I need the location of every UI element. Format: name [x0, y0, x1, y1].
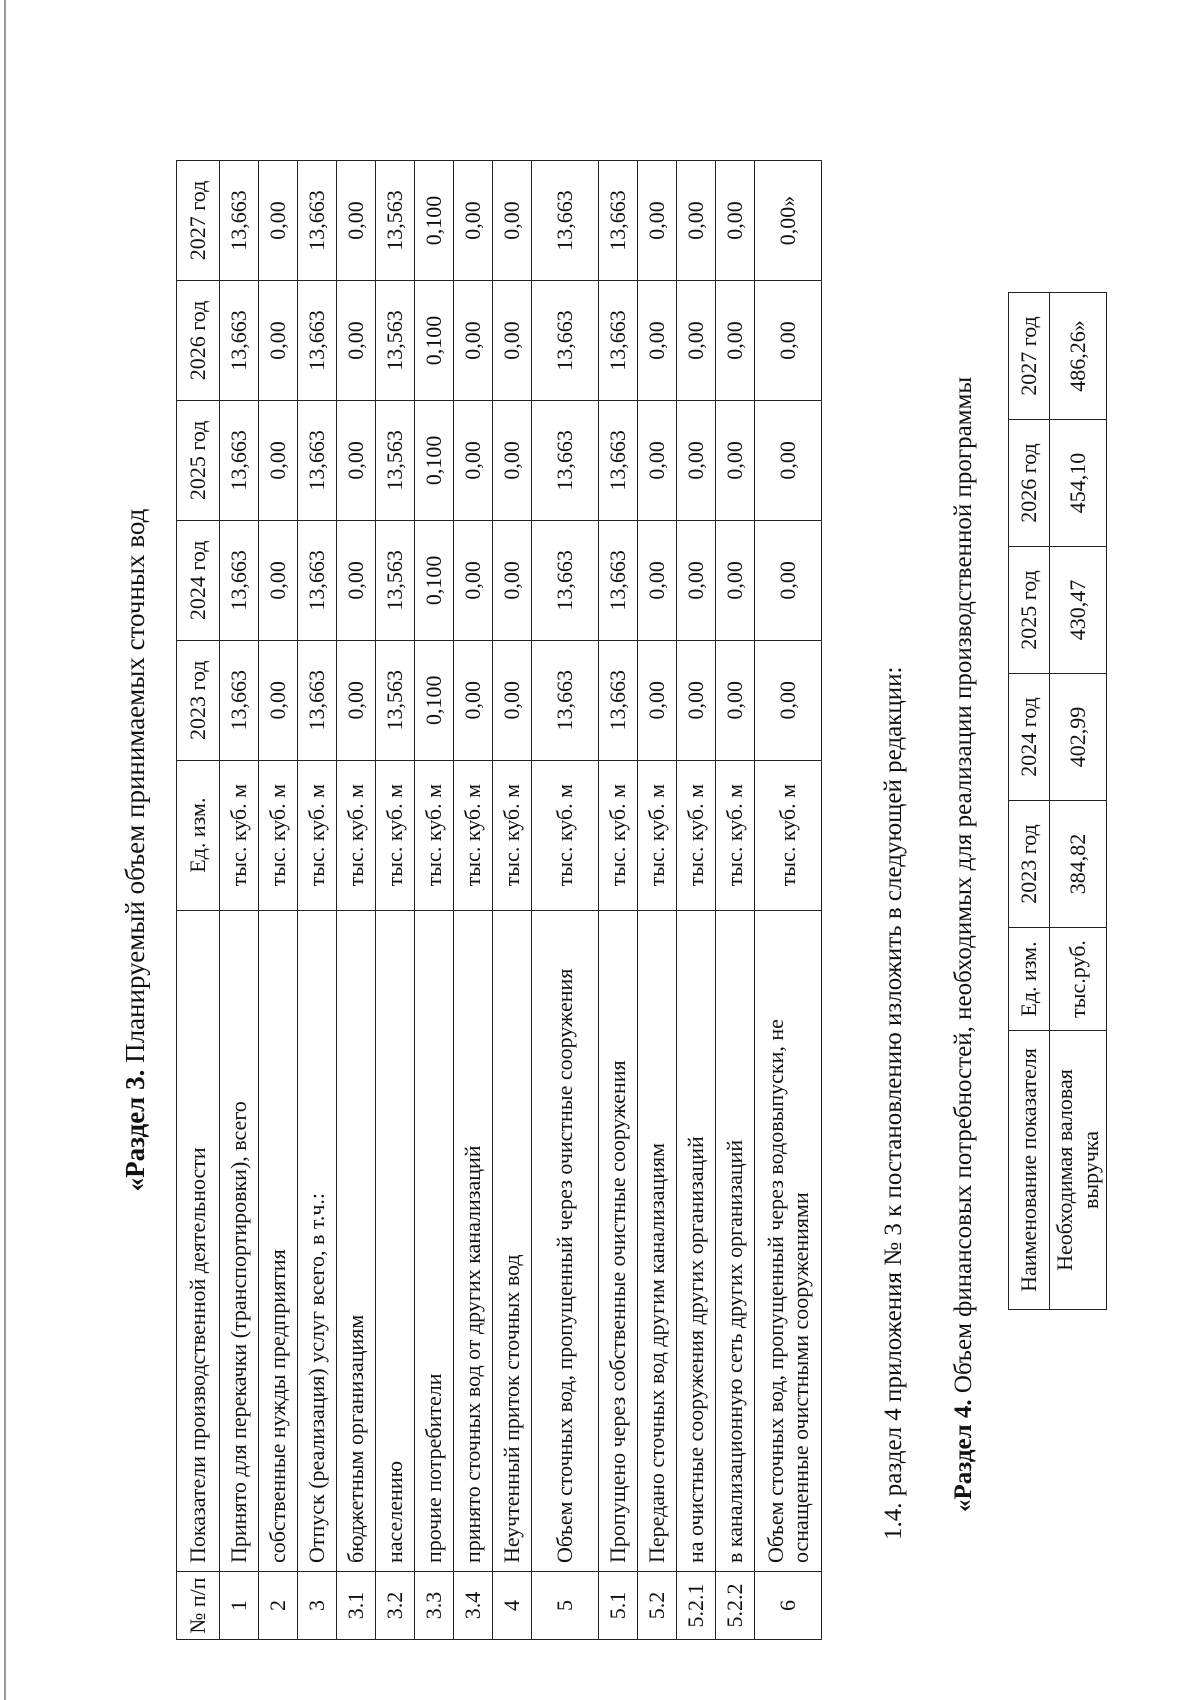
table-row	[755, 161, 822, 1640]
row-value-2025: 0,00	[638, 400, 677, 520]
row-value-2026: 0,00	[755, 280, 822, 400]
row-value-2027: 13,663	[298, 161, 337, 281]
row-value-2024: 0,00	[337, 520, 376, 640]
table-row	[454, 161, 493, 1640]
row-value-2027: 0,00	[716, 161, 755, 281]
row-value-2025: 0,100	[415, 400, 454, 520]
header-2025: 2025 год	[1009, 547, 1050, 674]
header-num: № п/п	[177, 1572, 220, 1640]
row-value-2026: 13,663	[599, 280, 638, 400]
row-indicator: Пропущено через собственные очистные сооружения	[599, 910, 638, 1571]
row-value-2027: 0,00	[677, 161, 716, 281]
row-unit: тыс. куб. м	[259, 760, 298, 910]
section-3-title-bold: «Раздел 3.	[120, 1069, 150, 1192]
row-value-2024: 0,00	[493, 520, 532, 640]
row-indicator: Передано сточных вод другим канализациям	[638, 910, 677, 1571]
header-2026: 2026 год	[1009, 420, 1050, 547]
row-indicator: прочие потребители	[415, 910, 454, 1571]
row-value-2026: 454,10	[1050, 420, 1107, 547]
row-value-2027: 13,663	[532, 161, 599, 281]
row-value-2023: 0,00	[638, 640, 677, 760]
row-num: 5.2.1	[677, 1572, 716, 1640]
table-row	[415, 161, 454, 1640]
row-value-2023: 13,663	[532, 640, 599, 760]
row-num: 5.2.2	[716, 1572, 755, 1640]
row-value-2023: 0,00	[716, 640, 755, 760]
row-num: 1	[220, 1572, 259, 1640]
row-unit: тыс. куб. м	[599, 760, 638, 910]
header-indicator-name: Наименование показателя	[1009, 1031, 1050, 1310]
row-unit: тыс.руб.	[1050, 928, 1107, 1031]
row-num: 3.3	[415, 1572, 454, 1640]
row-value-2023: 13,663	[298, 640, 337, 760]
row-value-2023: 0,00	[677, 640, 716, 760]
table-row	[337, 161, 376, 1640]
row-unit: тыс. куб. м	[298, 760, 337, 910]
row-value-2025: 13,663	[220, 400, 259, 520]
table-row	[599, 161, 638, 1640]
row-indicator: населению	[376, 910, 415, 1571]
row-value-2025: 13,663	[599, 400, 638, 520]
row-value-2027: 0,00	[337, 161, 376, 281]
row-value-2023: 13,663	[220, 640, 259, 760]
row-value-2027: 0,00	[259, 161, 298, 281]
row-value-2027: 13,663	[220, 161, 259, 281]
row-value-2023: 0,100	[415, 640, 454, 760]
row-unit: тыс. куб. м	[415, 760, 454, 910]
row-unit: тыс. куб. м	[716, 760, 755, 910]
section-4-title-bold: «Раздел 4.	[950, 1399, 977, 1512]
header-unit: Ед. изм.	[1009, 928, 1050, 1031]
row-value-2027: 0,00	[638, 161, 677, 281]
table-row	[259, 161, 298, 1640]
header-2024: 2024 год	[1009, 674, 1050, 801]
row-unit: тыс. куб. м	[454, 760, 493, 910]
row-unit: тыс. куб. м	[755, 760, 822, 910]
row-unit: тыс. куб. м	[376, 760, 415, 910]
row-num: 6	[755, 1572, 822, 1640]
section-4-title	[950, 377, 978, 1512]
row-num: 5.2	[638, 1572, 677, 1640]
table-row	[677, 161, 716, 1640]
row-value-2024: 13,663	[532, 520, 599, 640]
row-indicator: Принято для перекачки (транспортировки), всего	[220, 910, 259, 1571]
table-row	[220, 161, 259, 1640]
row-indicator: в канализационную сеть других организаций	[716, 910, 755, 1571]
row-value-2025: 13,663	[532, 400, 599, 520]
paragraph-1-4: 1.4. раздел 4 приложения № 3 к постановлению изложить в следующей редакции:	[880, 666, 907, 1540]
row-unit: тыс. куб. м	[493, 760, 532, 910]
row-indicator: Объем сточных вод, пропущенный через очистные сооружения	[532, 910, 599, 1571]
row-value-2026: 0,100	[415, 280, 454, 400]
row-value-2027: 0,00	[454, 161, 493, 281]
row-indicator: на очистные сооружения других организаций	[677, 910, 716, 1571]
row-indicator: Отпуск (реализация) услуг всего, в т.ч.:	[298, 910, 337, 1571]
row-unit: тыс. куб. м	[677, 760, 716, 910]
row-value-2026: 0,00	[454, 280, 493, 400]
row-value-2025: 13,663	[298, 400, 337, 520]
row-value-2023: 0,00	[755, 640, 822, 760]
row-unit: тыс. куб. м	[220, 760, 259, 910]
row-value-2026: 13,663	[532, 280, 599, 400]
section-3-table-body	[220, 161, 822, 1640]
row-value-2026: 0,00	[493, 280, 532, 400]
row-value-2024: 0,00	[259, 520, 298, 640]
table-row	[716, 161, 755, 1640]
row-value-2024: 0,00	[454, 520, 493, 640]
row-value-2025: 0,00	[493, 400, 532, 520]
row-value-2024: 0,00	[716, 520, 755, 640]
row-value-2024: 0,00	[755, 520, 822, 640]
row-value-2024: 13,663	[298, 520, 337, 640]
section-3-title-text: Планируемый объем принимаемых сточных вод	[120, 508, 150, 1070]
header-2025: 2025 год	[177, 400, 220, 520]
section-3-table	[176, 160, 822, 1640]
row-value-2023: 0,00	[493, 640, 532, 760]
row-num: 5	[532, 1572, 599, 1640]
row-value-2027: 13,563	[376, 161, 415, 281]
header-2023: 2023 год	[1009, 801, 1050, 928]
row-value-2023: 384,82	[1050, 801, 1107, 928]
row-value-2027: 0,00	[493, 161, 532, 281]
row-value-2025: 0,00	[677, 400, 716, 520]
row-value-2024: 13,663	[599, 520, 638, 640]
row-unit: тыс. куб. м	[337, 760, 376, 910]
row-value-2023: 13,663	[599, 640, 638, 760]
row-value-2026: 0,00	[259, 280, 298, 400]
row-value-2024: 13,563	[376, 520, 415, 640]
row-value-2025: 0,00	[716, 400, 755, 520]
row-value-2025: 0,00	[337, 400, 376, 520]
row-num: 3.4	[454, 1572, 493, 1640]
row-num: 4	[493, 1572, 532, 1640]
table-row	[298, 161, 337, 1640]
row-value-2023: 0,00	[454, 640, 493, 760]
table-row	[493, 161, 532, 1640]
row-value-2026: 0,00	[716, 280, 755, 400]
header-2023: 2023 год	[177, 640, 220, 760]
header-2027: 2027 год	[1009, 293, 1050, 420]
section-4-table	[1008, 292, 1107, 1310]
row-value-2026: 13,563	[376, 280, 415, 400]
header-unit: Ед. изм.	[177, 760, 220, 910]
row-value-2024: 0,100	[415, 520, 454, 640]
row-num: 3.2	[376, 1572, 415, 1640]
section-4-header-row	[1009, 293, 1050, 1310]
row-value-2024: 0,00	[638, 520, 677, 640]
row-value-2024: 402,99	[1050, 674, 1107, 801]
row-num: 2	[259, 1572, 298, 1640]
row-value-2025: 0,00	[454, 400, 493, 520]
row-indicator: принято сточных вод от других канализаций	[454, 910, 493, 1571]
row-value-2025: 430,47	[1050, 547, 1107, 674]
row-num: 3.1	[337, 1572, 376, 1640]
row-value-2023: 0,00	[337, 640, 376, 760]
row-num: 5.1	[599, 1572, 638, 1640]
row-value-2023: 0,00	[259, 640, 298, 760]
header-indicator: Показатели производственной деятельности	[177, 910, 220, 1571]
row-value-2025: 0,00	[259, 400, 298, 520]
row-indicator: собственные нужды предприятия	[259, 910, 298, 1571]
row-unit: тыс. куб. м	[532, 760, 599, 910]
row-value-2026: 13,663	[298, 280, 337, 400]
row-num: 3	[298, 1572, 337, 1640]
row-value-2027: 13,663	[599, 161, 638, 281]
row-value-2026: 0,00	[677, 280, 716, 400]
header-2027: 2027 год	[177, 161, 220, 281]
row-unit: тыс. куб. м	[638, 760, 677, 910]
table-row	[532, 161, 599, 1640]
header-2024: 2024 год	[177, 520, 220, 640]
row-value-2024: 0,00	[677, 520, 716, 640]
row-value-2025: 0,00	[755, 400, 822, 520]
row-value-2027: 0,100	[415, 161, 454, 281]
row-value-2027: 486,26»	[1050, 293, 1107, 420]
section-3-header-row	[177, 161, 220, 1640]
section-3-title	[120, 110, 151, 1590]
header-2026: 2026 год	[177, 280, 220, 400]
row-indicator: Объем сточных вод, пропущенный через водовыпуски, не оснащенные очистными сооружениями	[755, 910, 822, 1571]
section-4-title-text: Объем финансовых потребностей, необходимых для реализации производственной программы	[950, 376, 977, 1400]
row-indicator: Необходимая валовая выручка	[1050, 1031, 1107, 1310]
row-value-2024: 13,663	[220, 520, 259, 640]
row-value-2027: 0,00»	[755, 161, 822, 281]
table-row	[376, 161, 415, 1640]
row-value-2026: 0,00	[337, 280, 376, 400]
row-value-2026: 0,00	[638, 280, 677, 400]
table-row	[1050, 293, 1107, 1310]
row-indicator: Неучтенный приток сточных вод	[493, 910, 532, 1571]
row-value-2023: 13,563	[376, 640, 415, 760]
row-indicator: бюджетным организациям	[337, 910, 376, 1571]
row-value-2026: 13,663	[220, 280, 259, 400]
row-value-2025: 13,563	[376, 400, 415, 520]
table-row	[638, 161, 677, 1640]
